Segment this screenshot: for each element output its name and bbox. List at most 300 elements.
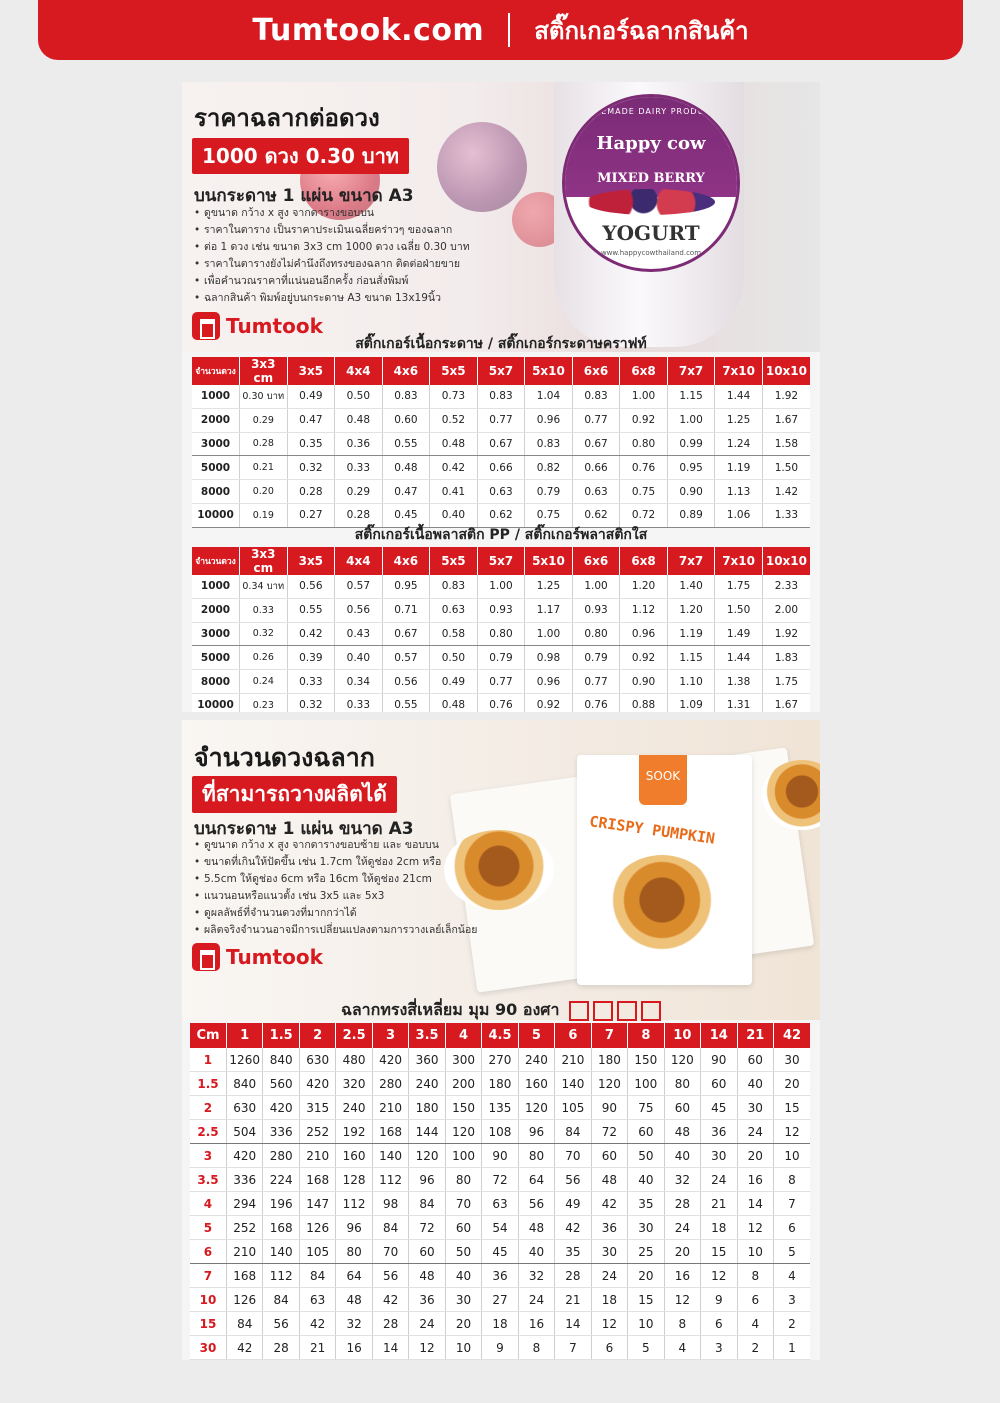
value-cell: 0.55 xyxy=(287,598,335,622)
table-row xyxy=(190,1072,810,1096)
quantity-table xyxy=(190,1023,810,1360)
value-cell: 5 xyxy=(628,1336,664,1360)
value-cell: 0.96 xyxy=(620,622,668,646)
value-cell: 1 xyxy=(774,1336,811,1360)
value-cell: 0.58 xyxy=(430,622,478,646)
table-row xyxy=(192,456,810,480)
size-column-header: 1 xyxy=(226,1023,262,1048)
size-column-header: 3x5 xyxy=(287,357,335,385)
value-cell: 20 xyxy=(628,1264,664,1288)
value-cell: 16 xyxy=(336,1336,372,1360)
value-cell: 30 xyxy=(701,1144,737,1168)
value-cell: 10 xyxy=(737,1240,773,1264)
value-cell: 40 xyxy=(664,1144,700,1168)
value-cell: 1.44 xyxy=(715,385,763,408)
value-cell: 0.28 xyxy=(287,480,335,504)
value-cell: 210 xyxy=(372,1096,408,1120)
value-cell: 0.32 xyxy=(287,693,335,712)
value-cell: 84 xyxy=(409,1192,445,1216)
value-cell: 9 xyxy=(482,1336,518,1360)
table-row xyxy=(192,670,810,694)
value-cell: 0.80 xyxy=(477,622,525,646)
size-column-header: 4x6 xyxy=(382,357,430,385)
value-cell: 80 xyxy=(664,1072,700,1096)
value-cell: 0.47 xyxy=(382,480,430,504)
value-cell: 196 xyxy=(263,1192,299,1216)
value-cell: 20 xyxy=(774,1072,811,1096)
size-column-header: 5x7 xyxy=(477,357,525,385)
note-item: • แนวนอนหรือแนวตั้ง เช่น 3x5 และ 5x3 xyxy=(192,888,477,905)
price-subheading: บนกระดาษ 1 แผ่น ขนาด A3 xyxy=(194,186,414,206)
value-cell: 0.35 xyxy=(287,432,335,456)
value-cell: 336 xyxy=(263,1120,299,1144)
value-cell: 98 xyxy=(372,1192,408,1216)
value-cell: 72 xyxy=(591,1120,627,1144)
value-cell: 2.33 xyxy=(762,575,810,598)
value-cell: 0.55 xyxy=(382,693,430,712)
value-cell: 72 xyxy=(482,1168,518,1192)
pumpkin-package xyxy=(577,755,752,985)
value-cell: 20 xyxy=(445,1312,481,1336)
size-column-header: 7x7 xyxy=(667,547,715,575)
value-cell: 18 xyxy=(482,1312,518,1336)
square-icon xyxy=(569,1001,589,1021)
value-cell: 8 xyxy=(774,1168,811,1192)
value-cell: 120 xyxy=(591,1072,627,1096)
value-cell: 128 xyxy=(336,1168,372,1192)
quantity-panel xyxy=(182,720,820,1360)
row-label-cell: 2000 xyxy=(192,408,240,432)
value-cell: 0.20 xyxy=(240,480,288,504)
note-item: • ผลิตจริงจำนวนอาจมีการเปลี่ยนแปลงตามการวางเลย์เล็กน้อย xyxy=(192,922,477,939)
value-cell: 140 xyxy=(555,1072,591,1096)
value-cell: 0.62 xyxy=(572,503,620,527)
value-cell: 2 xyxy=(774,1312,811,1336)
value-cell: 54 xyxy=(482,1216,518,1240)
value-cell: 840 xyxy=(263,1048,299,1072)
value-cell: 35 xyxy=(628,1192,664,1216)
value-cell: 4 xyxy=(737,1312,773,1336)
value-cell: 0.83 xyxy=(572,385,620,408)
pumpkin-bowl xyxy=(607,855,717,955)
value-cell: 0.32 xyxy=(287,456,335,480)
value-cell: 280 xyxy=(263,1144,299,1168)
value-cell: 0.42 xyxy=(287,622,335,646)
value-cell: 192 xyxy=(336,1120,372,1144)
value-cell: 0.90 xyxy=(667,480,715,504)
row-label-cell: 10000 xyxy=(192,693,240,712)
size-column-header: 5x5 xyxy=(430,547,478,575)
value-cell: 0.26 xyxy=(240,646,288,670)
value-cell: 0.92 xyxy=(525,693,573,712)
value-cell: 0.83 xyxy=(477,385,525,408)
value-cell: 0.62 xyxy=(477,503,525,527)
value-cell: 72 xyxy=(409,1216,445,1240)
value-cell: 336 xyxy=(226,1168,262,1192)
table-row xyxy=(190,1096,810,1120)
value-cell: 36 xyxy=(482,1264,518,1288)
berries-illustration xyxy=(585,189,715,215)
table-row xyxy=(192,598,810,622)
value-cell: 48 xyxy=(409,1264,445,1288)
value-cell: 32 xyxy=(518,1264,554,1288)
value-cell: 210 xyxy=(555,1048,591,1072)
value-cell: 30 xyxy=(591,1240,627,1264)
value-cell: 0.82 xyxy=(525,456,573,480)
value-cell: 2 xyxy=(737,1336,773,1360)
value-cell: 15 xyxy=(774,1096,811,1120)
price-highlight: 1000 ดวง 0.30 บาท xyxy=(192,138,409,174)
note-item: • เพื่อคำนวณราคาที่แน่นอนอีกครั้ง ก่อนสั่งพิมพ์ xyxy=(192,273,470,290)
value-cell: 0.50 xyxy=(430,646,478,670)
row-label-cell: 8000 xyxy=(192,480,240,504)
value-cell: 16 xyxy=(737,1168,773,1192)
value-cell: 12 xyxy=(774,1120,811,1144)
label-brand: Happy cow xyxy=(596,133,706,154)
value-cell: 0.33 xyxy=(287,670,335,694)
value-cell: 16 xyxy=(664,1264,700,1288)
value-cell: 1.31 xyxy=(715,693,763,712)
value-cell: 105 xyxy=(299,1240,335,1264)
size-column-header: 7x10 xyxy=(715,547,763,575)
value-cell: 135 xyxy=(482,1096,518,1120)
tumtook-logo xyxy=(192,943,323,971)
value-cell: 0.57 xyxy=(382,646,430,670)
size-column-header: 8 xyxy=(628,1023,664,1048)
value-cell: 560 xyxy=(263,1072,299,1096)
value-cell: 0.75 xyxy=(525,503,573,527)
value-cell: 45 xyxy=(482,1240,518,1264)
value-cell: 150 xyxy=(628,1048,664,1072)
value-cell: 56 xyxy=(263,1312,299,1336)
value-cell: 0.41 xyxy=(430,480,478,504)
size-column-header: 4 xyxy=(445,1023,481,1048)
value-cell: 0.34 บาท xyxy=(240,575,288,598)
value-cell: 25 xyxy=(628,1240,664,1264)
value-cell: 1.44 xyxy=(715,646,763,670)
value-cell: 0.67 xyxy=(382,622,430,646)
value-cell: 0.96 xyxy=(525,408,573,432)
row-label-cell: 10000 xyxy=(192,503,240,527)
value-cell: 4 xyxy=(774,1264,811,1288)
table-row xyxy=(190,1216,810,1240)
value-cell: 112 xyxy=(263,1264,299,1288)
value-cell: 8 xyxy=(518,1336,554,1360)
value-cell: 1.92 xyxy=(762,385,810,408)
label-url: www.happycowthailand.com xyxy=(600,249,702,257)
value-cell: 80 xyxy=(336,1240,372,1264)
value-cell: 14 xyxy=(737,1192,773,1216)
value-cell: 360 xyxy=(409,1048,445,1072)
value-cell: 15 xyxy=(701,1240,737,1264)
value-cell: 0.48 xyxy=(430,432,478,456)
size-column-header: 7x7 xyxy=(667,357,715,385)
value-cell: 42 xyxy=(591,1192,627,1216)
value-cell: 12 xyxy=(409,1336,445,1360)
value-cell: 15 xyxy=(628,1288,664,1312)
row-label-cell: 2000 xyxy=(192,598,240,622)
value-cell: 0.76 xyxy=(572,693,620,712)
value-cell: 28 xyxy=(263,1336,299,1360)
value-cell: 14 xyxy=(372,1336,408,1360)
table-row xyxy=(192,693,810,712)
site-name[interactable]: Tumtook.com xyxy=(252,12,485,48)
value-cell: 210 xyxy=(299,1144,335,1168)
value-cell: 0.98 xyxy=(525,646,573,670)
value-cell: 90 xyxy=(701,1048,737,1072)
value-cell: 18 xyxy=(591,1288,627,1312)
value-cell: 0.99 xyxy=(667,432,715,456)
value-cell: 0.83 xyxy=(430,575,478,598)
value-cell: 0.75 xyxy=(620,480,668,504)
value-cell: 1.33 xyxy=(762,503,810,527)
value-cell: 24 xyxy=(591,1264,627,1288)
value-cell: 0.77 xyxy=(477,408,525,432)
value-cell: 0.88 xyxy=(620,693,668,712)
value-cell: 1.25 xyxy=(715,408,763,432)
value-cell: 1.00 xyxy=(477,575,525,598)
value-cell: 60 xyxy=(737,1048,773,1072)
table-row xyxy=(192,622,810,646)
row-label-cell: 6 xyxy=(190,1240,226,1264)
value-cell: 1.19 xyxy=(715,456,763,480)
value-cell: 12 xyxy=(664,1288,700,1312)
value-cell: 60 xyxy=(591,1144,627,1168)
row-label-cell: 1000 xyxy=(192,575,240,598)
value-cell: 49 xyxy=(555,1192,591,1216)
value-cell: 0.27 xyxy=(287,503,335,527)
value-cell: 252 xyxy=(299,1120,335,1144)
value-cell: 1.20 xyxy=(667,598,715,622)
value-cell: 0.40 xyxy=(430,503,478,527)
value-cell: 0.71 xyxy=(382,598,430,622)
value-cell: 150 xyxy=(445,1096,481,1120)
value-cell: 0.67 xyxy=(572,432,620,456)
value-cell: 0.66 xyxy=(477,456,525,480)
yogurt-label xyxy=(562,94,740,272)
table-row xyxy=(192,385,810,408)
value-cell: 120 xyxy=(664,1048,700,1072)
row-label-cell: 5 xyxy=(190,1216,226,1240)
value-cell: 84 xyxy=(299,1264,335,1288)
value-cell: 0.83 xyxy=(525,432,573,456)
value-cell: 56 xyxy=(372,1264,408,1288)
value-cell: 40 xyxy=(628,1168,664,1192)
value-cell: 10 xyxy=(628,1312,664,1336)
value-cell: 160 xyxy=(336,1144,372,1168)
value-cell: 32 xyxy=(336,1312,372,1336)
value-cell: 0.89 xyxy=(667,503,715,527)
value-cell: 75 xyxy=(628,1096,664,1120)
value-cell: 1.42 xyxy=(762,480,810,504)
value-cell: 4 xyxy=(664,1336,700,1360)
value-cell: 40 xyxy=(445,1264,481,1288)
value-cell: 0.63 xyxy=(572,480,620,504)
value-cell: 504 xyxy=(226,1120,262,1144)
row-label-cell: 5000 xyxy=(192,646,240,670)
size-column-header: 5x10 xyxy=(525,357,573,385)
top-banner xyxy=(38,0,963,60)
value-cell: 0.33 xyxy=(335,456,383,480)
size-column-header: 6x6 xyxy=(572,357,620,385)
value-cell: 42 xyxy=(372,1288,408,1312)
value-cell: 5 xyxy=(774,1240,811,1264)
value-cell: 0.77 xyxy=(572,408,620,432)
value-cell: 630 xyxy=(226,1096,262,1120)
value-cell: 6 xyxy=(701,1312,737,1336)
value-cell: 0.29 xyxy=(240,408,288,432)
value-cell: 270 xyxy=(482,1048,518,1072)
value-cell: 1.00 xyxy=(620,385,668,408)
value-cell: 28 xyxy=(372,1312,408,1336)
value-cell: 0.95 xyxy=(382,575,430,598)
value-cell: 10 xyxy=(445,1336,481,1360)
value-cell: 0.42 xyxy=(430,456,478,480)
value-cell: 0.49 xyxy=(287,385,335,408)
value-cell: 70 xyxy=(555,1144,591,1168)
value-cell: 1.00 xyxy=(572,575,620,598)
table-row xyxy=(190,1120,810,1144)
size-column-header: 6x6 xyxy=(572,547,620,575)
value-cell: 50 xyxy=(628,1144,664,1168)
size-column-header: 6x8 xyxy=(620,547,668,575)
note-item: • ดูผลลัพธ์ที่จำนวนดวงที่มากกว่าได้ xyxy=(192,905,477,922)
value-cell: 30 xyxy=(774,1048,811,1072)
size-column-header: 6x8 xyxy=(620,357,668,385)
value-cell: 105 xyxy=(555,1096,591,1120)
value-cell: 1.67 xyxy=(762,693,810,712)
value-cell: 90 xyxy=(591,1096,627,1120)
value-cell: 7 xyxy=(555,1336,591,1360)
value-cell: 168 xyxy=(299,1168,335,1192)
value-cell: 2.00 xyxy=(762,598,810,622)
value-cell: 0.76 xyxy=(477,693,525,712)
value-cell: 0.96 xyxy=(525,670,573,694)
value-cell: 180 xyxy=(409,1096,445,1120)
value-cell: 60 xyxy=(628,1120,664,1144)
value-cell: 294 xyxy=(226,1192,262,1216)
value-cell: 0.49 xyxy=(430,670,478,694)
value-cell: 36 xyxy=(701,1120,737,1144)
table-row xyxy=(190,1144,810,1168)
size-column-header: 4.5 xyxy=(482,1023,518,1048)
value-cell: 120 xyxy=(445,1120,481,1144)
size-column-header: 5x10 xyxy=(525,547,573,575)
size-column-header: 4x4 xyxy=(335,547,383,575)
value-cell: 18 xyxy=(701,1216,737,1240)
value-cell: 0.48 xyxy=(430,693,478,712)
value-cell: 120 xyxy=(518,1096,554,1120)
value-cell: 0.95 xyxy=(667,456,715,480)
value-cell: 0.32 xyxy=(240,622,288,646)
plastic-table-title: สติ๊กเกอร์เนื้อพลาสติก PP / สติ๊กเกอร์พลาสติกใส xyxy=(354,527,648,543)
value-cell: 84 xyxy=(555,1120,591,1144)
header-divider xyxy=(508,13,510,47)
value-cell: 240 xyxy=(518,1048,554,1072)
row-label-cell: 10 xyxy=(190,1288,226,1312)
size-column-header: 1.5 xyxy=(263,1023,299,1048)
table-row xyxy=(192,646,810,670)
value-cell: 1.00 xyxy=(667,408,715,432)
value-cell: 28 xyxy=(555,1264,591,1288)
value-cell: 112 xyxy=(336,1192,372,1216)
row-label-cell: 2 xyxy=(190,1096,226,1120)
value-cell: 420 xyxy=(263,1096,299,1120)
size-column-header: 3 xyxy=(372,1023,408,1048)
value-cell: 0.48 xyxy=(335,408,383,432)
note-item: • ราคาในตารางยังไม่คำนึงถึงทรงของฉลาก ติดต่อฝ่ายขาย xyxy=(192,256,470,273)
value-cell: 0.92 xyxy=(620,646,668,670)
value-cell: 0.36 xyxy=(335,432,383,456)
value-cell: 60 xyxy=(409,1240,445,1264)
value-cell: 56 xyxy=(555,1168,591,1192)
price-panel xyxy=(182,82,820,712)
value-cell: 252 xyxy=(226,1216,262,1240)
value-cell: 1.38 xyxy=(715,670,763,694)
size-column-header: 7x10 xyxy=(715,357,763,385)
value-cell: 140 xyxy=(372,1144,408,1168)
value-cell: 1.12 xyxy=(620,598,668,622)
size-column-header: 3.5 xyxy=(409,1023,445,1048)
value-cell: 80 xyxy=(518,1144,554,1168)
value-cell: 1.09 xyxy=(667,693,715,712)
value-cell: 0.80 xyxy=(620,432,668,456)
paper-price-table xyxy=(192,357,810,528)
value-cell: 160 xyxy=(518,1072,554,1096)
value-cell: 168 xyxy=(263,1216,299,1240)
value-cell: 240 xyxy=(336,1096,372,1120)
table-row xyxy=(192,575,810,598)
value-cell: 45 xyxy=(701,1096,737,1120)
value-cell: 0.56 xyxy=(382,670,430,694)
value-cell: 1.49 xyxy=(715,622,763,646)
value-cell: 1.50 xyxy=(762,456,810,480)
value-cell: 14 xyxy=(555,1312,591,1336)
value-cell: 40 xyxy=(737,1072,773,1096)
value-cell: 0.76 xyxy=(620,456,668,480)
value-cell: 0.73 xyxy=(430,385,478,408)
value-cell: 108 xyxy=(482,1120,518,1144)
table-row xyxy=(190,1264,810,1288)
value-cell: 10 xyxy=(774,1144,811,1168)
value-cell: 84 xyxy=(372,1216,408,1240)
value-cell: 20 xyxy=(664,1240,700,1264)
value-cell: 300 xyxy=(445,1048,481,1072)
size-column-header: 42 xyxy=(774,1023,811,1048)
note-item: • ดูขนาด กว้าง x สูง จากตารางขอบซ้าย และ ขอบบน xyxy=(192,837,477,854)
value-cell: 180 xyxy=(591,1048,627,1072)
plastic-price-table xyxy=(192,547,810,712)
value-cell: 1.19 xyxy=(667,622,715,646)
value-cell: 80 xyxy=(445,1168,481,1192)
row-label-cell: 3000 xyxy=(192,622,240,646)
value-cell: 1.83 xyxy=(762,646,810,670)
value-cell: 64 xyxy=(336,1264,372,1288)
note-item: • ขนาดที่เกินให้ปัดขึ้น เช่น 1.7cm ให้ดูช่อง 2cm หรือ xyxy=(192,854,477,871)
row-label-cell: 30 xyxy=(190,1336,226,1360)
value-cell: 64 xyxy=(518,1168,554,1192)
value-cell: 0.93 xyxy=(572,598,620,622)
value-cell: 240 xyxy=(409,1072,445,1096)
value-cell: 315 xyxy=(299,1096,335,1120)
value-cell: 48 xyxy=(518,1216,554,1240)
value-cell: 60 xyxy=(664,1096,700,1120)
value-cell: 120 xyxy=(409,1144,445,1168)
value-cell: 0.24 xyxy=(240,670,288,694)
row-label-cell: 7 xyxy=(190,1264,226,1288)
value-cell: 1.17 xyxy=(525,598,573,622)
value-cell: 60 xyxy=(445,1216,481,1240)
